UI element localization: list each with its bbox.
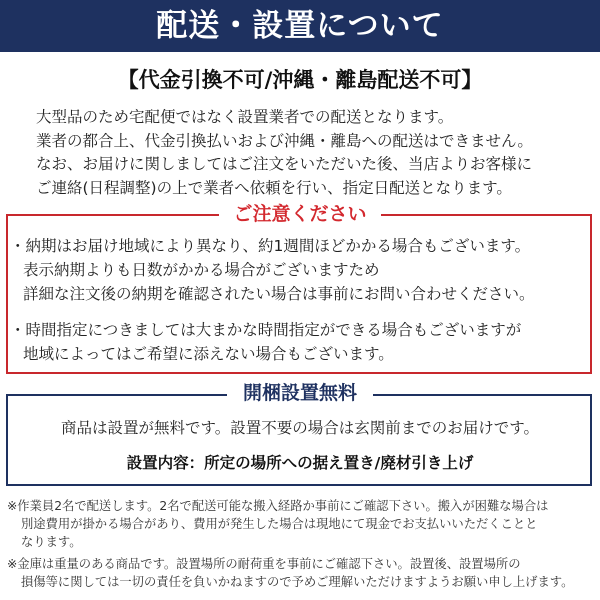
intro-line: ご連絡(日程調整)の上で業者へ依頼を行い、指定日配送となります。: [36, 178, 512, 197]
footnote-2-cont: 損傷等に関しては一切の責任を負いかねますので予めご理解いただけますようお願い申し上げます。: [21, 575, 574, 589]
intro-line: 業者の都合上、代金引換払いおよび沖縄・離島への配送はできません。: [36, 131, 533, 150]
caution-heading: [0, 201, 600, 227]
caution-item-2: ・時間指定につきましては大まかな時間指定ができる場合もございますが: [10, 321, 522, 339]
footnote-1: ※作業員2名で配送します。2名で配送可能な搬入経路か事前にご確認下さい。搬入が困難な場合は: [7, 499, 549, 513]
caution-item-1-cont: 詳細な注文後の納期を確認されたい場合は事前にお問い合わせください。: [23, 285, 535, 303]
intro-line: 大型品のため宅配便ではなく設置業者での配送となります。: [36, 108, 454, 126]
caution-body: [10, 234, 590, 366]
delivery-restriction-heading: 【代金引換不可/沖縄・離島配送不可】: [117, 68, 483, 92]
caution-heading-label: ご注意ください: [219, 203, 380, 225]
caution-item-2-cont: 地域によってはご希望に添えない場合もございます。: [23, 345, 394, 363]
install-heading-label: 開梱設置無料: [227, 382, 373, 404]
install-contents: 設置内容：所定の場所への据え置き/廃材引き上げ: [126, 454, 474, 472]
page-title: 配送・設置について: [0, 0, 600, 52]
footnote-1-cont: なります。: [21, 535, 82, 549]
spacer: [10, 306, 590, 318]
footnotes: [7, 497, 595, 591]
install-heading: [0, 380, 600, 406]
footnote-2: ※金庫は重量のある商品です。設置場所の耐荷重を事前にご確認下さい。設置後、設置場所の: [7, 557, 521, 571]
install-description: 商品は設置が無料です。設置不要の場合は玄関前までのお届けです。: [60, 419, 540, 437]
caution-item-1-cont: 表示納期よりも日数がかかる場合がございますため: [23, 261, 380, 279]
intro-text: [36, 106, 596, 200]
caution-item-1: ・納期はお届け地域により異なり、約1週間ほどかかる場合もございます。: [10, 237, 531, 255]
footnote-1-cont: 別途費用が掛かる場合があり、費用が発生した場合は現地にて現金でお支払いいただくことと: [21, 517, 538, 531]
intro-line: なお、お届けに関しましてはご注文をいただいた後、当店よりお客様に: [36, 155, 533, 173]
